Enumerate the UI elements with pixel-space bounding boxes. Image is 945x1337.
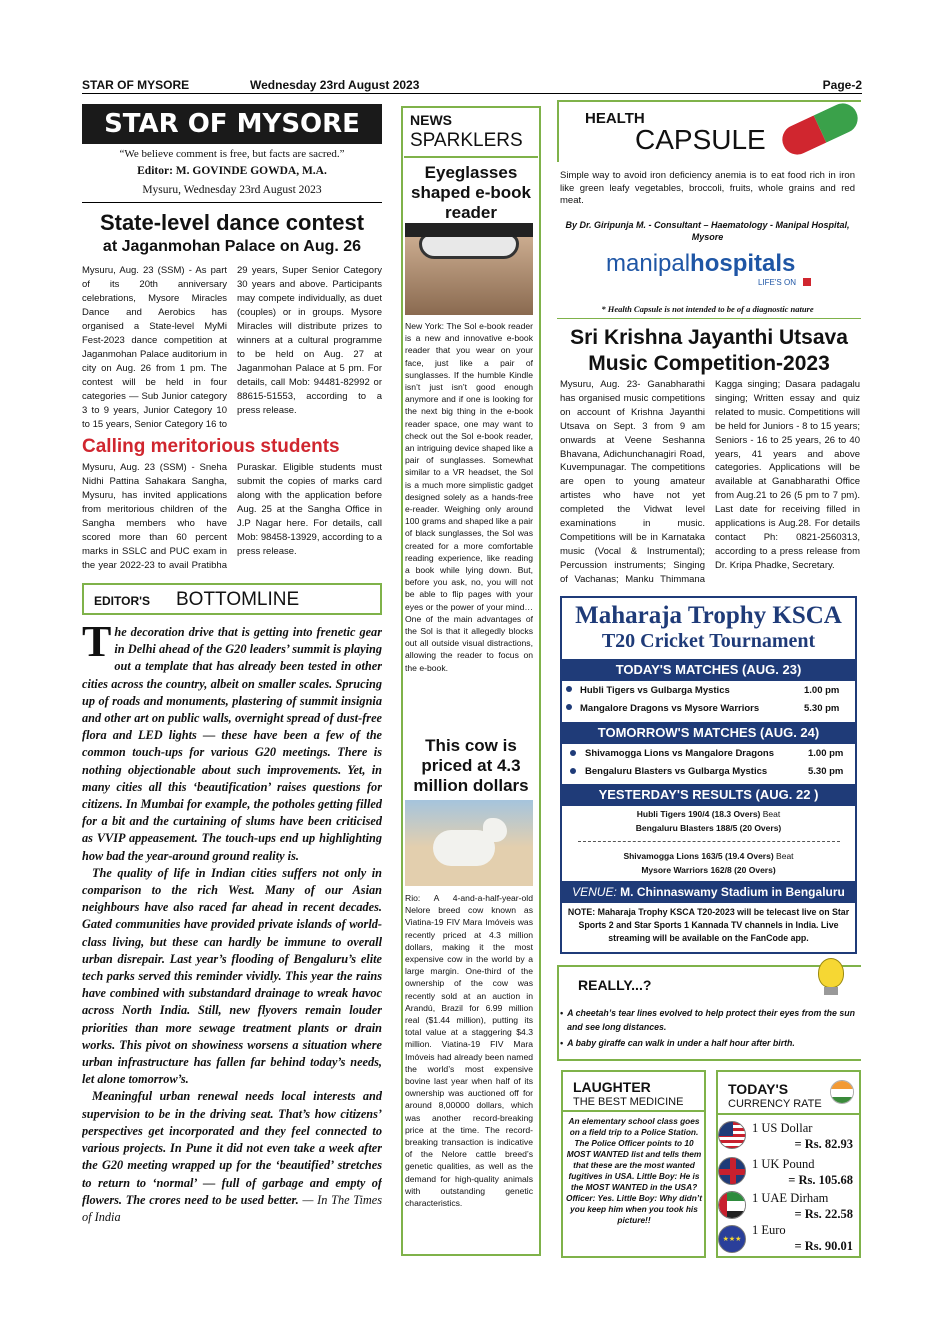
- currency-rate-usd: = Rs. 82.93: [794, 1137, 853, 1151]
- health-body: Simple way to avoid iron deficiency anemia is to eat food rich in iron like green leafy vegetables, broccoli, fruits, whole grains and red meat.: [560, 170, 855, 206]
- divider: [557, 318, 861, 319]
- venue-bar: VENUE: M. Chinnaswamy Stadium in Bengaluru: [562, 881, 855, 903]
- list-item: • A baby giraffe can walk in under a half hour after birth.: [560, 1038, 795, 1048]
- editorial-label-b: BOTTOMLINE: [176, 589, 300, 610]
- laughter-body: An elementary school class goes on a field trip to a Police Station. The Police Officer points to 10 MOST WANTED list and tells them that these are the most wanted fugitives in USA. Little Boy: He is the MOST WANTED in the USA? Officer: Yes. Little Boy: Why didn’t you keep him when you took his picture!!: [566, 1116, 702, 1225]
- results-label: YESTERDAY'S RESULTS (AUG. 22 ): [562, 784, 855, 806]
- today-time-1: 1.00 pm: [804, 685, 840, 696]
- krishna-title: Sri Krishna Jayanthi Utsava: [570, 326, 848, 349]
- editor-line: Editor: M. GOVINDE GOWDA, M.A.: [137, 165, 327, 177]
- cricket-subtitle: T20 Cricket Tournament: [601, 630, 816, 652]
- tomorrow-match-1: Shivamogga Lions vs Mangalore Dragons: [585, 748, 774, 759]
- result-1-loser: Bengaluru Blasters 188/5 (20 Overs): [635, 823, 782, 833]
- currency-name-usd: 1 US Dollar: [752, 1121, 813, 1135]
- today-match-1: Hubli Tigers vs Gulbarga Mystics: [580, 685, 730, 696]
- divider: [563, 1110, 704, 1112]
- bullet-icon: [570, 768, 576, 774]
- motto: “We believe comment is free, but facts are sacred.”: [119, 148, 345, 160]
- masthead-title: STAR OF MYSORE: [82, 104, 382, 144]
- manipal-logo: manipalhospitals: [606, 250, 796, 277]
- dance-subtitle: at Jaganmohan Palace on Aug. 26: [102, 238, 362, 255]
- currency-rate-aed: = Rs. 22.58: [794, 1207, 853, 1221]
- news-body-1: New York: The Sol e-book reader is a new and innovative e-book reader that you wear on your face, just like a pair of sunglasses. If the humble Kindle isn’t just isn’t good enough anymore and if one is looking for the next big thing in the e-book reader space, one may want to check out the Sol e-book reader, an intriguing device shaped like a pair of sunglasses. Somewhat similar to a VR headset, the Sol is a much more simplistic gadget designed solely as a hands-free e-reader. Weighing only around 100 grams and shaped like a pair of black sunglasses, the Sol was created for a more comfortable reading experience, like reading a book while lying down. But, before you ask, no, you will not be able to flip pages with your eyes or the power of your mind… One of the main advantages of the Sol is that it allegedly blocks out all outside visual distractions, allowing the reader to focus on the e-book.: [405, 321, 533, 673]
- news-label-a: NEWS: [410, 112, 452, 128]
- divider: [404, 156, 538, 158]
- header-paper: STAR OF MYSORE: [82, 78, 190, 92]
- merit-body: Mysuru, Aug. 23 (SSM) - Sneha Nidhi Pattina Sahakara Sangha, Mysuru, has invited applications from meritorious children of the Sangha members who have scored more than 60 percent marks in SSLC and PUC exam in the year 2022-23 to avail Pratibha Puraskar. Eligible students must submit the copies of marks card along with the application before Aug. 25 at the Sangha Office in J.P Nagar here. For details, call Mob: 98458-13929, according to a press release.: [82, 462, 382, 571]
- currency-label-b: CURRENCY RATE: [728, 1098, 822, 1110]
- currency-name-aed: 1 UAE Dirham: [752, 1191, 829, 1205]
- bullet-icon: [570, 750, 576, 756]
- tomorrow-match-2: Bengaluru Blasters vs Gulbarga Mystics: [585, 766, 768, 777]
- plus-icon: [803, 278, 811, 286]
- divider: [578, 841, 840, 842]
- bulb-icon: [818, 958, 844, 988]
- currency-rate-eur: = Rs. 90.01: [794, 1239, 853, 1253]
- cricket-note: NOTE: Maharaja Trophy KSCA T20-2023 will be telecast live on Star Sports 2 and Star Sports 1 Kannada TV channels in India. Live streaming will be available on the FanCode app.: [567, 907, 850, 943]
- result-2-loser: Mysore Warriors 162/8 (20 Overs): [641, 865, 776, 875]
- merit-title: Calling meritorious students: [82, 436, 340, 457]
- editorial-p1: he decoration drive that is getting into frenetic gear in Delhi ahead of the G20 leaders’ summit is playing out a template that has already been tested in other cities across the country, albeit on smaller scales. Sprucing up of roads and monuments, plastering of summit insignia and other art on public walls, overnight spread of dust-free flora and LED lights — these have been a few of the common touch-ups for various G20 meetings. There is nothing objectionable about such improvements. Yet, in many cities all this ‘beautification’ raises questions for citizens. In Mumbai for example, the potholes getting filled for a bit and the curtaining of slums have been criticised as VVIP appeasement. The touch-ups end up highlighting how bad the year-around ground reality is.: [82, 625, 382, 863]
- currency-name-gbp: 1 UK Pound: [752, 1157, 815, 1171]
- editorial-body: [82, 624, 382, 1249]
- india-flag-icon: [830, 1080, 854, 1104]
- krishna-subtitle: Music Competition-2023: [588, 352, 830, 375]
- health-note: * Health Capsule is not intended to be of a diagnostic nature: [601, 304, 814, 314]
- result-2-winner: Shivamogga Lions 163/5 (19.4 Overs) Beat: [623, 851, 794, 861]
- news-title-1: Eyeglasses shaped e-book reader: [411, 163, 531, 222]
- editorial-label-box: [82, 583, 382, 615]
- running-header: [82, 78, 862, 94]
- krishna-body: Mysuru, Aug. 23- Ganabharathi has organised music competitions on account of Krishna Jayanthi Utsava on Sept. 3 from 9 am onwards at Veene Seshanna Bhavana, Adichunchanagiri Road, Kuvempunagar. The competitions are open to young amateur artistes who have not yet completed the Vidwat level examinations in music. Competitions will be in Karnataka music (Vocal & Instrumental); Percussion instruments; Singing of Vachanas; Manku Thimmana Kagga singing; Dasara padagalu singing; Written essay and quiz related to music. Competitions will be held for Juniors - 8 to 15 years; Seniors - 16 to 25 years, 26 to 40 years, 41 years and above categories. Applications will be available at Ganabharathi Office from Aug.21 to 26 (5 pm to 7 pm). Last date for receiving filled in applications is Aug.28. For details contact Ph: 0821-2560313, according to a press release from Dr. Kripa Phadke, Secretary.: [560, 379, 860, 585]
- divider: [718, 1113, 859, 1115]
- dropcap: T: [82, 624, 112, 666]
- cow-photo: [405, 800, 533, 886]
- laughter-label-a: LAUGHTER: [573, 1079, 651, 1095]
- uae-flag-icon: [718, 1191, 746, 1219]
- cricket-title: Maharaja Trophy KSCA: [575, 602, 842, 629]
- editorial-p2: The quality of life in Indian cities suffers not only in comparison to the rich West. Many of our Asian neighbours have also raced far ahead in recent decades. Gated communities have provided private islands of world-class living, but these can hardly be immune to overall urban disrepair. Last year’s flooding of Bengaluru’s elite tech parks served this reminder vividly. This year the rains have combined with substandard drainage to wreak havoc across North India. Still, new flyovers remain louder priorities than more sewage treatment plants or drain works. This pivot on showiness worsens a situation where urban infrastructure has fallen far behind today’s needs, let alone tomorrow’s.: [82, 865, 382, 1087]
- currency-rate-gbp: = Rs. 105.68: [788, 1173, 853, 1187]
- laughter-label-b: THE BEST MEDICINE: [573, 1096, 684, 1108]
- dateline: Mysuru, Wednesday 23rd August 2023: [142, 184, 322, 196]
- eu-flag-icon: ★★★: [718, 1225, 746, 1253]
- sunglasses-photo: [405, 223, 533, 315]
- editorial-p3: Meaningful urban renewal needs local interests and supervision to be in the driving seat. That’s how citizens’ perspectives get incorporated and they feel connected to various projects. In Pune it did not even take a week after the G20 meeting wrapped up for the ‘beautified’ stretches to return to ‘normal’ — full of garbage and empty of flowers. The crores need to be used better.: [82, 1089, 382, 1207]
- result-1-winner: Hubli Tigers 190/4 (18.3 Overs) Beat: [636, 809, 781, 819]
- currency-label-a: TODAY'S: [728, 1081, 789, 1097]
- really-facts: [560, 1007, 860, 1051]
- really-label: REALLY...?: [578, 977, 652, 993]
- bullet-icon: [566, 686, 572, 692]
- dance-body: Mysuru, Aug. 23 (SSM) - As part of its 20th anniversary celebrations, Mysore Miracles Dance and Aerobics has organised a State-level MyMi Fest-2023 dance competition at Jaganmohan Palace auditorium in city on Aug. 26 from 1 pm. The contest will be held in four categories — Sub Junior category 3 to 9 years, Junior Category 10 to 15 years, Senior Category 16 to 29 years, Super Senior Category 30 years and above. Participants may compete individually, as duet (couples) or in groups. Mysore Miracles will distribute prizes to winners at a cultural programme to be held on Aug. 27 at Jaganmohan Palace at 5 pm. For details, call Mob: 94481-82992 or 88615-51553, according to a press release.: [82, 265, 382, 430]
- list-item: • A cheetah’s tear lines evolved to help protect their eyes from the sun and see long distances.: [560, 1008, 856, 1032]
- news-body-2: Rio: A 4-and-a-half-year-old Nelore breed cow known as Viatina-19 FIV Mara Imóveis was recently priced at 4.3 million dollars, making it the most expensive cow in the world by a large margin. One-third of the ownership of the cow was recently sold at an auction in Arandú, Brazil for 6.99 million real ($1.44 million), putting its total value at a staggering $4.3 million. Viatina-19 FIV Mara Imóveis had already been named the world’s most expensive bovine last year when half of its ownership was auctioned off for around 8,00000 dollars, which was another record-breaking price at the time. The record-breaking transaction is indicative of the Nelore cattle breed’s genetic qualities, as well as the demand for high-quality animals with outstanding genetic characteristics.: [405, 893, 533, 1209]
- health-label-a: HEALTH: [585, 110, 645, 127]
- bullet-icon: [566, 704, 572, 710]
- us-flag-icon: [718, 1121, 746, 1149]
- editorial-source: — In The Times of India: [82, 1192, 382, 1224]
- news-title-2: This cow is priced at 4.3 million dollars: [413, 736, 529, 795]
- health-byline: By Dr. Giripunja M. - Consultant – Haematology - Manipal Hospital, Mysore: [565, 220, 850, 242]
- header-date: Wednesday 23rd August 2023: [250, 78, 420, 92]
- uk-flag-icon: [718, 1157, 746, 1185]
- tomorrow-time-1: 1.00 pm: [808, 748, 844, 759]
- today-match-2: Mangalore Dragons vs Mysore Warriors: [580, 703, 760, 714]
- currency-name-eur: 1 Euro: [752, 1223, 786, 1237]
- manipal-tagline: LIFE'S ON: [758, 278, 796, 287]
- dance-title: State-level dance contest: [99, 210, 365, 235]
- header-page: Page-2: [822, 78, 862, 92]
- tomorrow-time-2: 5.30 pm: [808, 766, 844, 777]
- divider: [82, 202, 382, 203]
- tomorrow-label: TOMORROW'S MATCHES (AUG. 24): [562, 722, 855, 744]
- today-time-2: 5.30 pm: [804, 703, 840, 714]
- health-label-b: CAPSULE: [635, 124, 766, 155]
- today-label: TODAY'S MATCHES (AUG. 23): [562, 659, 855, 681]
- editorial-label-a: EDITOR'S: [94, 594, 150, 608]
- news-label-b: SPARKLERS: [410, 130, 523, 151]
